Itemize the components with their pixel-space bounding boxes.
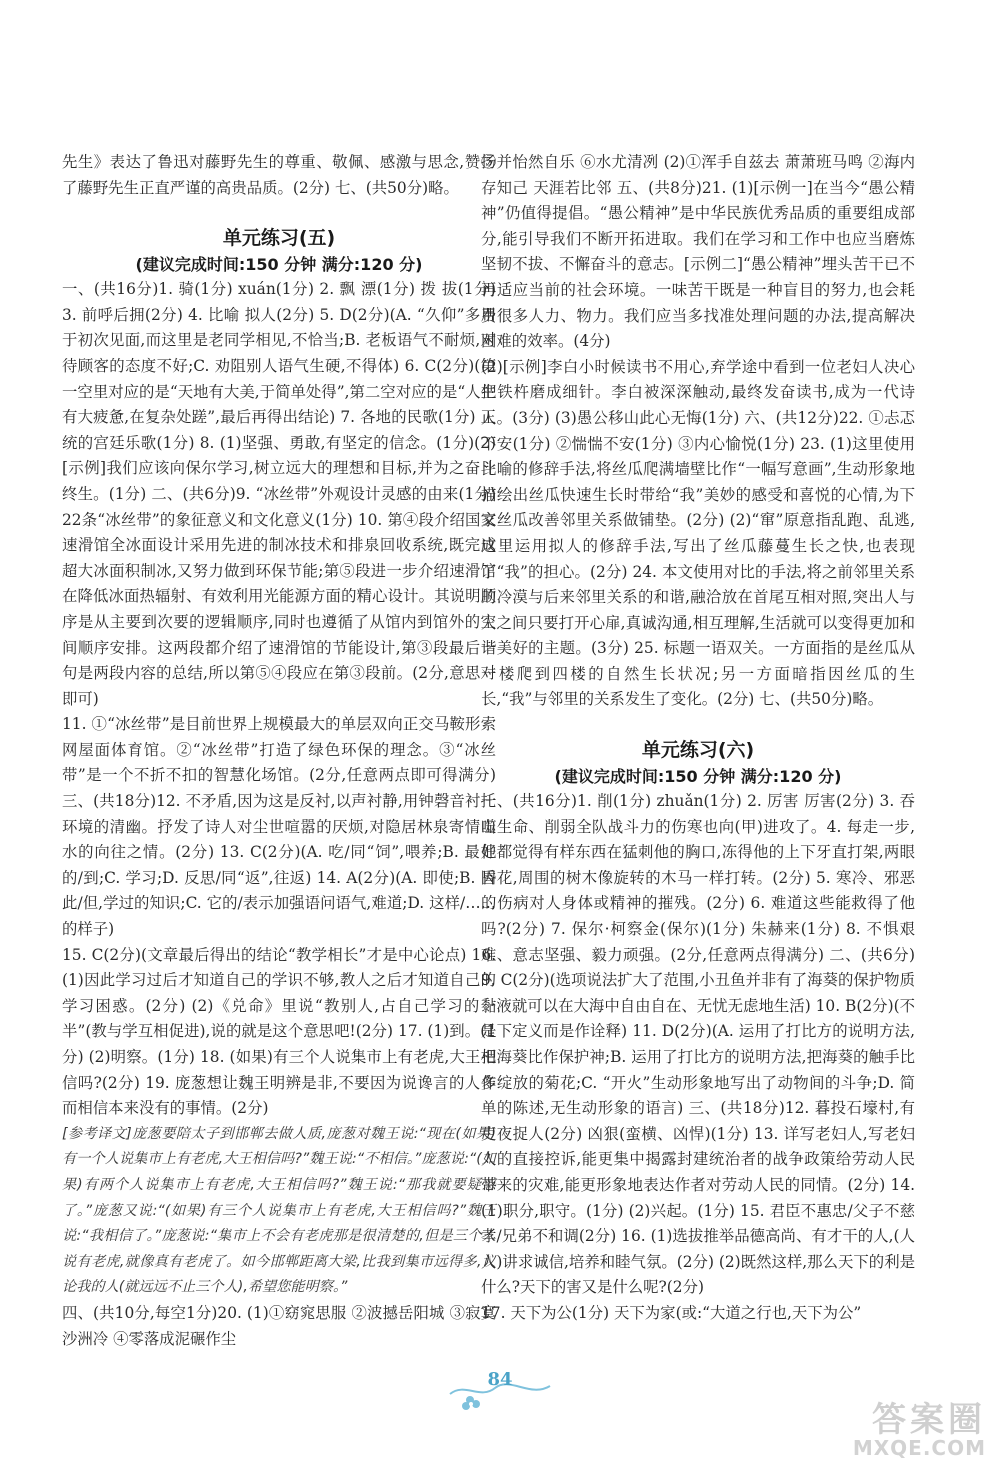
right-intro: (2)[示例]李白小时候读书不用心,弃学途中看到一位老妇人决心把铁杵磨成细针。李白被深深触动,最终发奋读书,成为一代诗人。(3分) (3)愚公移山此心无悔(1分) 六、(共12分)22. ①忐忑不安(1分) ②惴惴不安(1分) ③内心愉悦(1分) 23. (1)这里使用比喻的修辞手法,将丝瓜爬满墙壁比作“一幅写意画”,生动形象地描绘出丝瓜快速生长时带给“我”美妙的感受和喜悦的心情,为下文丝瓜改善邻里关系做铺垫。(2分) (2)“窜”原意指乱跑、乱逃,这里运用拟人的修辞手法,写出了丝瓜藤蔓生长之快,也表现了“我”的担心。(2分) 24. 本文使用对比的手法,将之前邻里关系的冷漠与后来邻里关系的和谐,融洽放在首尾互相对照,突出人与人之间只要打开心扉,真诚沟通,相互理解,生活就可以变得更加和谐美好的主题。(3分) 25. 标题一语双关。一方面指的是丝瓜从一楼爬到四楼的自然生长状况;另一方面暗指因丝瓜的生长,“我”与邻里的关系发生了变化。(2分) 七、(共50分)略。: [481, 357, 915, 709]
unit5-translation: [参考译文]庞葱要陪太子到邯郸去做人质,庞葱对魏王说:“现在(如果)有一个人说集市上有老虎,大王相信吗?”魏王说:“不相信。”庞葱说:“(如果)有两个人说集市上有老虎,大王相信吗?”魏王说:“那我就要疑惑了。”庞葱又说:“(如果)有三个人说集市上有老虎,大王相信吗?”魏王说:“我相信了。”庞葱说:“集市上不会有老虎那是很清楚的,但是三个人说有老虎,就像真有老虎了。如今邯郸距离大梁,比我到集市远得多,议论我的人(就远远不止三个人),希望您能明察。”: [62, 1125, 496, 1296]
unit6-heading: [481, 735, 915, 789]
unit6-paragraph: 17. 天下为公(1分) 天下为家(或:“大道之行也,天下为公”: [481, 1303, 862, 1322]
unit5-title: 单元练习(五): [222, 227, 336, 250]
page-number-badge: [440, 1364, 560, 1412]
unit6-subtitle: (建议完成时间:150 分钟 满分:120 分): [554, 767, 842, 787]
unit5-paragraph: 15. C(2分)(文章最后得出的结论“教学相长”才是中心论点) 16. (1)因此学习过后才知道自己的学识不够,教人之后才知道自己的学习困惑。(2分) (2)《兑命》里说“教别人,占自己学习的一半”(教与学互相促进),说的就是这个意思吧!(2分) 17. (1)到。(1分) (2)明察。(1分) 18. (如果)有三个人说集市上有老虎,大王相信吗?(2分) 19. 庞葱想让魏王明辨是非,不要因为说谗言的人多而相信本来没有的事情。(2分): [62, 945, 496, 1118]
unit5-subtitle: (建议完成时间:150 分钟 满分:120 分): [135, 255, 423, 275]
unit6-paragraph: 一、(共16分)1. 削(1分) zhuǎn(1分) 2. 厉害 厉害(2分) 3. 吞噬生命、削弱全队战斗力的伤寒也向(甲)进攻了。4. 每走一步,他都觉得有样东西在猛刺他的胸口,冻得他的上下牙直打架,两眼昏花,周围的树木像旋转的木马一样打转。(2分) 5. 寒冷、邪恶的伤病对人身体或精神的摧残。(2分) 6. 难道这些能救得了他吗?(2分) 7. 保尔·柯察金(保尔)(1分) 朱赫来(1分) 8. 不惧艰难、意志坚强、毅力顽强。(2分,任意两点得满分) 二、(共6分)9. C(2分)(选项说法扩大了范围,小丑鱼并非有了海葵的保护物质黏液就可以在大海中自由自在、无忧无虑地生活) 10. B(2分)(不是下定义而是作诠释) 11. D(2分)(A. 运用了打比方的说明方法,把海葵比作保护神;B. 运用了打比方的说明方法,把海葵的触手比作绽放的菊花;C. “开火”生动形象地写出了动物间的斗争;D. 简单的陈述,无生动形象的语言) 三、(共18分)12. 暮投石壕村,有吏夜捉人(2分) 凶狠(蛮横、凶悍)(1分) 13. 详写老妇人,写老妇人的直接控诉,能更集中揭露封建统治者的战争政策给劳动人民带来的灾难,能更形象地表达作者对劳动人民的同情。(2分) 14. (1)职分,职守。(1分) (2)兴起。(1分) 15. 君臣不惠忠/父子不慈孝/兄弟不和调(2分) 16. (1)选拔推举品德高尚、有才干的人,(人人)讲求诚信,培养和睦气氛。(2分) (2)既然这样,那么天下的利是什么?天下的害又是什么呢?(2分): [481, 792, 915, 1297]
left-column: [62, 150, 496, 1352]
right-intro: ⑤并怡然自乐 ⑥水尤清冽 (2)①浑手自兹去 萧萧班马鸣 ②海内存知己 天涯若比邻 五、(共8分)21. (1)[示例一]在当今“愚公精神”仍值得提倡。“愚公精神”是中华民族优秀品质的重要组成部分,能引导我们不断开拓进取。我们在学习和工作中也应当磨炼坚韧不拔、不懈奋斗的意志。[示例二]“愚公精神”埋头苦干已不再适应当前的社会环境。一味苦干既是一种盲目的努力,也会耗费很多人力、物力。我们应当多找准处理问题的办法,提高解决困难的效率。(4分): [481, 153, 915, 351]
unit6-title: 单元练习(六): [641, 739, 755, 762]
right-column: [481, 150, 915, 1327]
watermark-logo-text: 答案圈: [872, 1400, 986, 1440]
unit5-heading: [62, 223, 496, 277]
watermark: [756, 1390, 986, 1468]
unit5-tail: 四、(共10分,每空1分)20. (1)①窈窕思服 ②波撼岳阳城 ③寂寞沙洲冷 ④零落成泥碾作尘: [62, 1303, 496, 1348]
watermark-url: MXQE.COM: [852, 1436, 986, 1460]
unit5-paragraph: 一、(共16分)1. 骑(1分) xuán(1分) 2. 飘 漂(1分) 拨 拔(1分) 3. 前呼后拥(2分) 4. 比喻 拟人(2分) 5. D(2分)(A. “久仰”多用于初次见面,而这里是老同学相见,不恰当;B. 老板语气不耐烦,对待顾客的态度不好;C. 劝阻别人语气生硬,不得体) 6. C(2分)(第一空里对应的是“天地有大美,于简单处得”,第二空对应的是“人生有大疲惫,在复杂处蹉”,最后再得出结论) 7. 各地的民歌(1分) 正统的宫廷乐歌(1分) 8. (1)坚强、勇敢,有坚定的信念。(1分)(2)[示例]我们应该向保尔学习,树立远大的理想和目标,并为之奋斗终生。(1分) 二、(共6分)9. “冰丝带”外观设计灵感的由来(1分) 22条“冰丝带”的象征意义和文化意义(1分) 10. 第④段介绍国家速滑馆全冰面设计采用先进的制冰技术和排泉回收系统,既完成超大冰面积制冰,又努力做到环保节能;第⑤段进一步介绍速滑馆在降低冰面热辐射、有效利用光能源方面的精心设计。其说明顺序是从主要到次要的逻辑顺序,同时也遵循了从馆内到馆外的空间顺序安排。这两段都介绍了速滑馆的节能设计,第③段最后一句是两段内容的总结,所以第⑤④段应在第③段前。(2分,意思对即可): [62, 280, 496, 708]
left-intro: 先生》表达了鲁迅对藤野先生的尊重、敬佩、感激与思念,赞扬了藤野先生正直严谨的高贵品质。(2分) 七、(共50分)略。: [62, 153, 496, 197]
page-number: 84: [487, 1369, 513, 1390]
unit5-paragraph: 11. ①“冰丝带”是目前世界上规模最大的单层双向正交马鞍形索网屋面体育馆。②“冰丝带”打造了绿色环保的理念。③“冰丝带”是一个不折不扣的智慧化场馆。(2分,任意两点即可得满分) 三、(共18分)12. 不矛盾,因为这是反衬,以声衬静,用钟磬音衬托环境的清幽。抒发了诗人对尘世喧嚣的厌烦,对隐居林泉寄情山水的向往之情。(2分) 13. C(2分)(A. 吃/同“饲”,喂养;B. 最好的/到;C. 学习;D. 反思/同“返”,往返) 14. A(2分)(A. 即使;B. 因此/但,学过的知识;C. 它的/表示加强语问语气,难道;D. 这样/……的样子): [62, 715, 496, 939]
